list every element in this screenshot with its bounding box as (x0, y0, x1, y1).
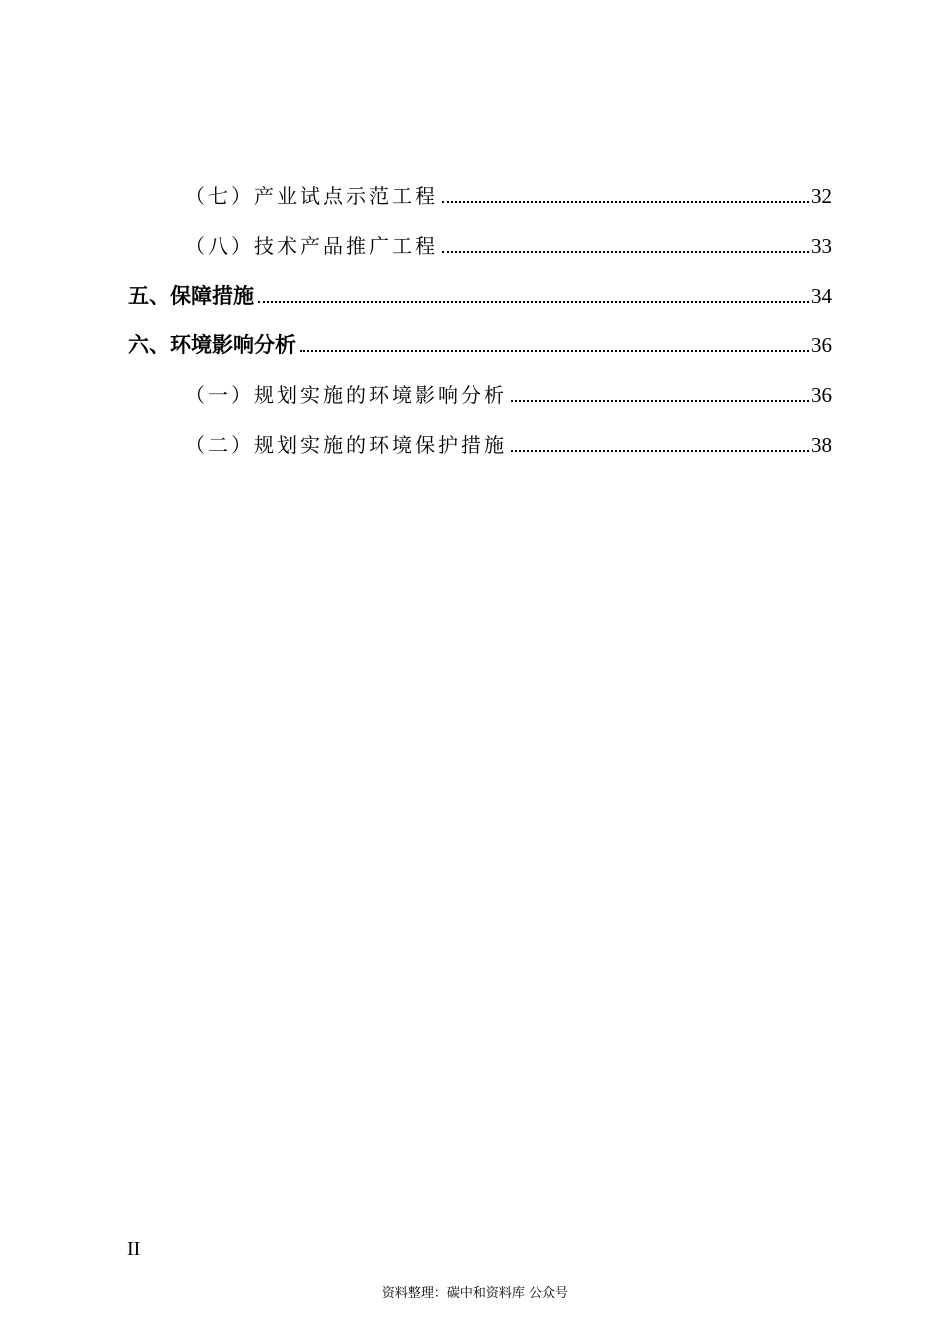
toc-entry[interactable] (185, 425, 832, 459)
toc-entry-title: （八）技术产品推广工程 (185, 234, 438, 258)
toc-entry-page: 38 (811, 433, 832, 457)
toc-entry[interactable] (128, 325, 832, 359)
toc-entry-page: 36 (811, 383, 832, 407)
toc-entry[interactable] (128, 276, 832, 310)
toc-entry-page: 34 (811, 284, 832, 308)
page-number: II (127, 1238, 141, 1260)
toc-entry[interactable] (185, 176, 832, 210)
toc-entry-title: （一）规划实施的环境影响分析 (185, 383, 507, 407)
toc-entry-page: 33 (811, 234, 832, 258)
toc-dot-leader (442, 251, 809, 253)
toc-entry-title: 五、保障措施 (128, 284, 254, 308)
toc-entry-title: 六、环境影响分析 (128, 333, 296, 357)
footer-source-note: 资料整理：碳中和资料库 公众号 (381, 1286, 569, 1301)
toc-entry-title: （二）规划实施的环境保护措施 (185, 433, 507, 457)
toc-entry[interactable] (185, 375, 832, 409)
toc-entry-title: （七）产业试点示范工程 (185, 184, 438, 208)
toc-entry-page: 32 (811, 184, 832, 208)
toc-dot-leader (442, 201, 809, 203)
toc-entry[interactable] (185, 226, 832, 260)
toc-dot-leader (258, 301, 809, 303)
toc-entry-page: 36 (811, 333, 832, 357)
toc-dot-leader (300, 350, 809, 352)
toc-dot-leader (511, 450, 809, 452)
toc-dot-leader (511, 400, 809, 402)
